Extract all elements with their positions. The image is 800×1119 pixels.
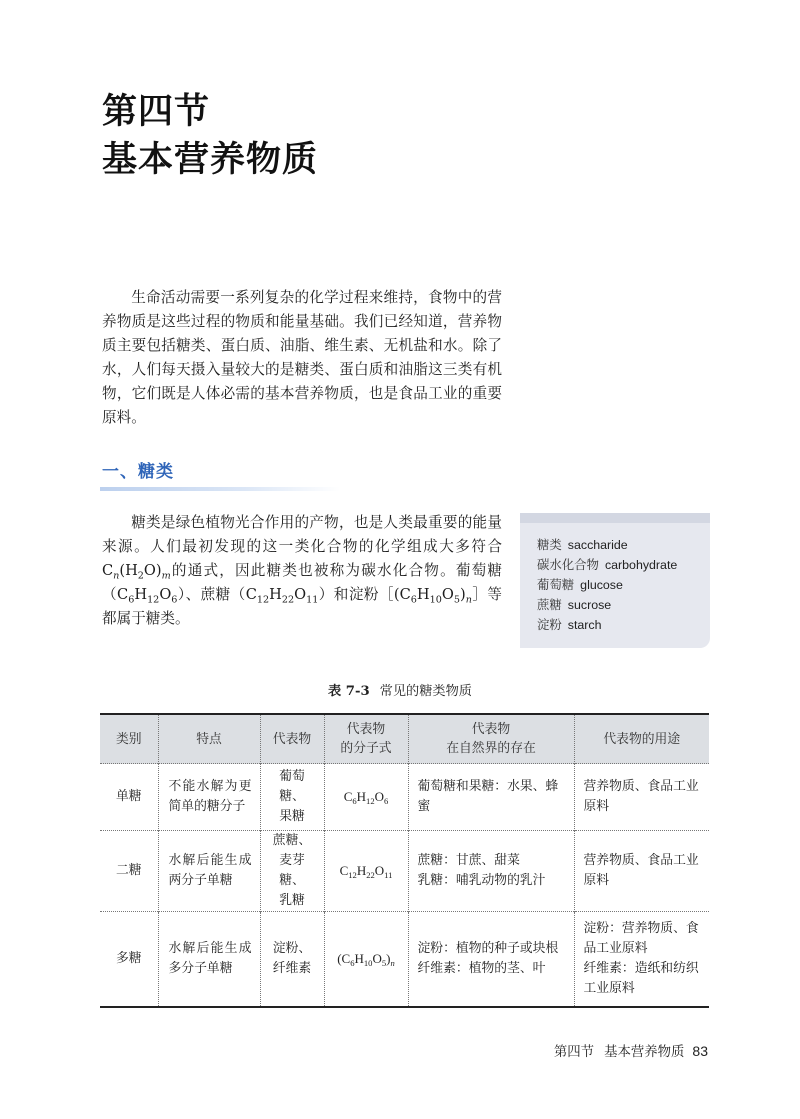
section-number-title: 第四节 — [102, 92, 211, 132]
cell-formula: $C_{12}H_{22}O_{11}$ — [324, 831, 408, 912]
glossary-item: 淀粉 starch — [537, 617, 602, 632]
cell-formula: $(C_6H_{10}O_5)_n$ — [324, 912, 408, 1008]
glossary-top-bar — [520, 513, 710, 523]
sugar-table-container — [100, 713, 709, 1008]
cell-category: 多糖 — [100, 912, 158, 1008]
header-category: 类别 — [100, 714, 158, 764]
sugar-text-part3: ）、蔗糖（ — [177, 586, 246, 603]
table-caption — [0, 680, 800, 699]
sugar-text-part1: 糖类是绿色植物光合作用的产物，也是人类最重要的能量来源。人们最初发现的这一类化合物的化学组成大多符合 — [102, 514, 502, 555]
glossary-item: 葡萄糖 glucose — [537, 577, 623, 592]
header-nature: 代表物 在自然界的存在 — [408, 714, 574, 764]
cell-formula: $C_6H_{12}O_6$ — [324, 764, 408, 831]
general-formula: $C_n(H_2O)_m$ — [102, 562, 171, 582]
sucrose-formula: $C_{12}H_{22}O_{11}$ — [245, 586, 319, 606]
sugar-text-part4: ）和淀粉［ — [318, 586, 394, 603]
cell-use: 营养物质、食品工业原料 — [574, 831, 709, 912]
footer-title: 基本营养物质 — [604, 1045, 685, 1060]
cell-feature: 不能水解为更简单的糖分子 — [158, 764, 260, 831]
table-header-row — [100, 714, 709, 764]
page-footer — [554, 1041, 708, 1060]
cell-representative: 淀粉、 纤维素 — [260, 912, 324, 1008]
footer-section: 第四节 — [553, 1045, 595, 1060]
cell-nature: 蔗糖：甘蔗、甜菜 乳糖：哺乳动物的乳汁 — [408, 831, 574, 912]
glossary-box — [520, 513, 710, 648]
page-title: 基本营养物质 — [102, 140, 319, 180]
cell-representative: 蔗糖、 麦芽糖、 乳糖 — [260, 831, 324, 912]
table-row — [100, 912, 709, 1008]
intro-paragraph — [102, 286, 502, 430]
table-row — [100, 764, 709, 831]
cell-use: 营养物质、食品工业原料 — [574, 764, 709, 831]
cell-use: 淀粉：营养物质、食品工业原料 纤维素：造纸和纺织工业原料 — [574, 912, 709, 1008]
glossary-item: 碳水化合物 carbohydrate — [537, 557, 678, 572]
sugar-table — [100, 713, 709, 1008]
intro-text: 生命活动需要一系列复杂的化学过程来维持，食物中的营养物质是这些过程的物质和能量基础。我们已经知道，营养物质主要包括糖类、蛋白质、油脂、维生素、无机盐和水。除了水，人们每天摄入量较大的是糖类、蛋白质和油脂这三类有机物，它们既是人体必需的基本营养物质，也是食品工业的重要原料。 — [102, 289, 502, 426]
header-formula: 代表物 的分子式 — [324, 714, 408, 764]
sugar-text — [102, 511, 502, 631]
glossary-item: 蔗糖 sucrose — [537, 597, 612, 612]
header-representative: 代表物 — [260, 714, 324, 764]
header-use: 代表物的用途 — [574, 714, 709, 764]
header-feature: 特点 — [158, 714, 260, 764]
section-heading: 一、糖类 — [102, 462, 174, 482]
table-row — [100, 831, 709, 912]
page-number: 83 — [692, 1043, 708, 1059]
cell-representative: 葡萄糖、 果糖 — [260, 764, 324, 831]
section-heading-rule — [100, 487, 340, 491]
table-caption-text: 常见的糖类物质 — [379, 684, 472, 699]
sugar-text-part2: 的通式，因此糖类也被称为碳水化合物。葡萄糖（ — [102, 562, 502, 603]
glucose-formula: $C_6H_{12}O_6$ — [117, 586, 178, 606]
glossary-item: 糖类 saccharide — [537, 537, 628, 552]
cell-category: 单糖 — [100, 764, 158, 831]
sugar-paragraph — [102, 511, 502, 631]
cell-nature: 葡萄糖和果糖：水果、蜂蜜 — [408, 764, 574, 831]
cell-nature: 淀粉：植物的种子或块根 纤维素：植物的茎、叶 — [408, 912, 574, 1008]
glossary-list — [537, 535, 677, 635]
table-number: 表 7-3 — [328, 684, 370, 699]
sugar-text-part5: ］等都属于糖类。 — [102, 586, 502, 627]
starch-formula: $(C_6H_{10}O_5)_n$ — [393, 586, 472, 606]
cell-feature: 水解后能生成多分子单糖 — [158, 912, 260, 1008]
cell-category: 二糖 — [100, 831, 158, 912]
cell-feature: 水解后能生成两分子单糖 — [158, 831, 260, 912]
